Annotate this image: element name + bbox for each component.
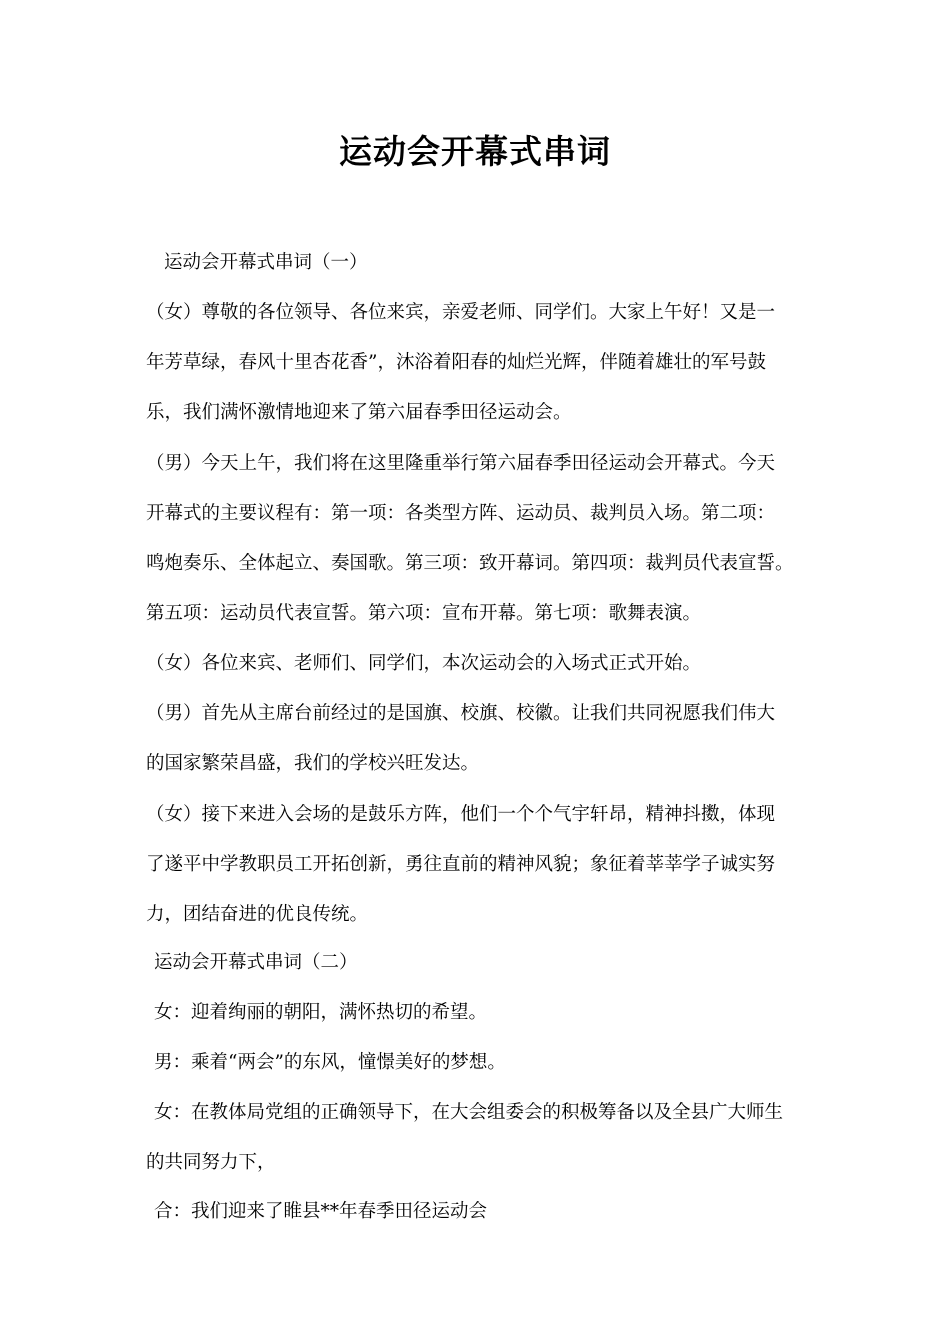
- paragraph-line: （女）尊敬的各位领导、各位来宾，亲爱老师、同学们。大家上午好！又是一: [146, 302, 776, 323]
- paragraph-line: 女：在教体局党组的正确领导下，在大会组委会的积极筹备以及全县广大师生: [154, 1102, 784, 1123]
- paragraph-line: （男）首先从主席台前经过的是国旗、校旗、校徽。让我们共同祝愿我们伟大: [146, 703, 776, 724]
- paragraph-line: 开幕式的主要议程有：第一项：各类型方阵、运动员、裁判员入场。第二项：: [146, 503, 776, 524]
- paragraph-line: 了遂平中学教职员工开拓创新，勇往直前的精神风貌；象征着莘莘学子诚实努: [146, 854, 776, 875]
- paragraph-line: 的国家繁荣昌盛，我们的学校兴旺发达。: [146, 753, 480, 774]
- paragraph-line: 乐，我们满怀激情地迎来了第六届春季田径运动会。: [146, 402, 572, 423]
- section-heading-1: 运动会开幕式串词（一）: [164, 252, 368, 273]
- paragraph-line: 第五项：运动员代表宣誓。第六项：宣布开幕。第七项：歌舞表演。: [146, 603, 702, 624]
- paragraph-line: （男）今天上午，我们将在这里隆重举行第六届春季田径运动会开幕式。今天: [146, 453, 776, 474]
- paragraph-line: 男：乘着“两会”的东风，憧憬美好的梦想。: [154, 1052, 506, 1073]
- document-title: 运动会开幕式串词: [339, 132, 611, 171]
- paragraph-line: （女）接下来进入会场的是鼓乐方阵，他们一个个气宇轩昂，精神抖擞，体现: [146, 804, 776, 825]
- paragraph-line: 合：我们迎来了睢县**年春季田径运动会: [154, 1201, 488, 1222]
- paragraph-line: 年芳草绿，春风十里杏花香”，沐浴着阳春的灿烂光辉，伴随着雄壮的军号鼓: [146, 352, 766, 373]
- paragraph-line: 的共同努力下，: [146, 1152, 276, 1173]
- paragraph-line: 女：迎着绚丽的朝阳，满怀热切的希望。: [154, 1002, 488, 1023]
- paragraph-line: （女）各位来宾、老师们、同学们，本次运动会的入场式正式开始。: [146, 653, 702, 674]
- section-heading-2: 运动会开幕式串词（二）: [154, 952, 358, 973]
- paragraph-line: 力，团结奋进的优良传统。: [146, 904, 369, 925]
- paragraph-line: 鸣炮奏乐、全体起立、奏国歌。第三项：致开幕词。第四项：裁判员代表宣誓。: [146, 553, 794, 574]
